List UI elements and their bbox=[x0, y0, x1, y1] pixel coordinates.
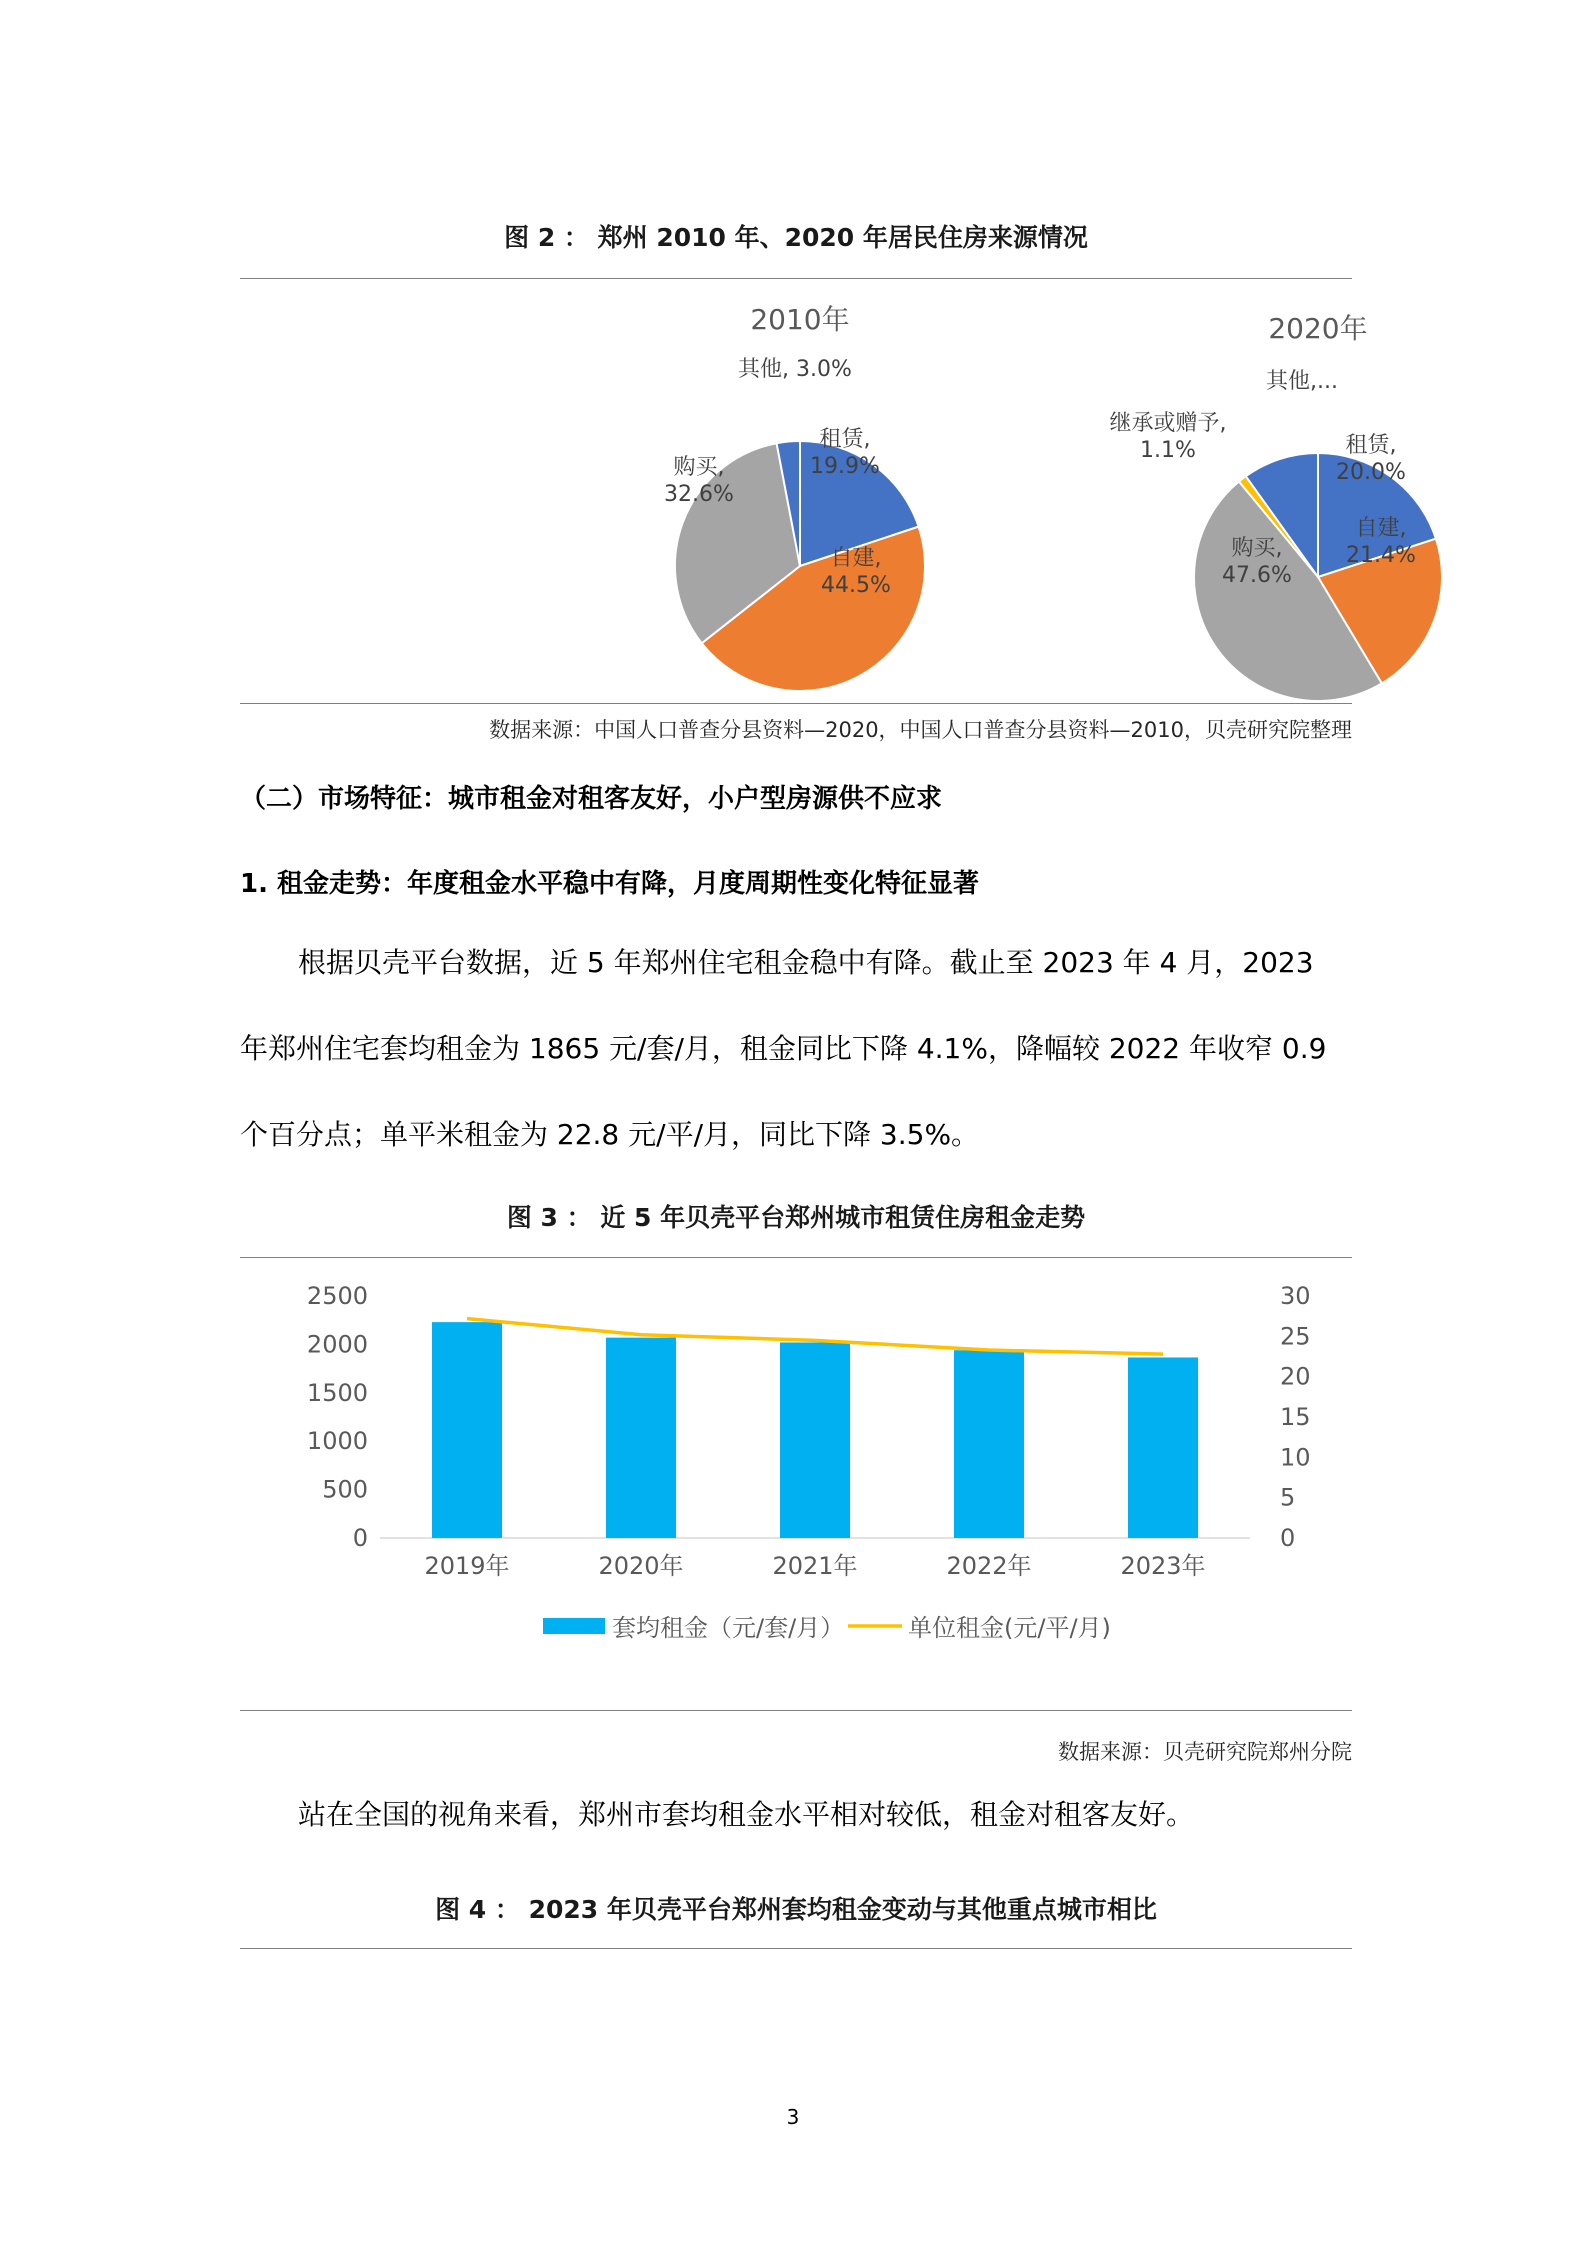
pie-chart-2020 bbox=[1110, 312, 1443, 701]
pie-slice-name: 购买, bbox=[673, 455, 725, 480]
paragraph-line: 根据贝壳平台数据，近 5 年郑州住宅租金稳中有降。截止至 2023 年 4 月，2023 bbox=[298, 946, 1314, 979]
pie-chart-2010 bbox=[664, 303, 925, 691]
x-tick-label: 2020年 bbox=[598, 1552, 684, 1580]
figure2-source: 数据来源：中国人口普查分县资料—2020，中国人口普查分县资料—2010，贝壳研究院整理 bbox=[489, 718, 1352, 742]
figure4-top-rule bbox=[240, 1948, 1352, 1949]
pie-slice-value: 47.6% bbox=[1222, 563, 1292, 588]
figure3-source: 数据来源：贝壳研究院郑州分院 bbox=[1058, 1740, 1352, 1764]
y-right-tick-label: 20 bbox=[1280, 1362, 1311, 1391]
x-tick-label: 2023年 bbox=[1120, 1552, 1206, 1580]
pie-slice-value: 20.0% bbox=[1336, 460, 1406, 485]
y-right-tick-label: 10 bbox=[1280, 1443, 1311, 1472]
y-left-tick-label: 2500 bbox=[306, 1282, 368, 1310]
y-right-tick-label: 15 bbox=[1280, 1403, 1311, 1431]
section-subheading: 1. 租金走势：年度租金水平稳中有降，月度周期性变化特征显著 bbox=[240, 869, 980, 899]
paragraph-line: 年郑州住宅套均租金为 1865 元/套/月，租金同比下降 4.1%，降幅较 2022 年收窄 0.9 bbox=[240, 1032, 1327, 1065]
y-right-tick-label: 5 bbox=[1280, 1483, 1296, 1512]
pie-slice-label: 其他, 3.0% bbox=[738, 357, 852, 382]
pie-title: 2010年 bbox=[750, 303, 850, 336]
y-left-tick-label: 1500 bbox=[306, 1378, 368, 1407]
figure2-title: 图 2 ： 郑州 2010 年、2020 年居民住房来源情况 bbox=[504, 223, 1088, 252]
pie-slice-name: 自建, bbox=[1355, 516, 1407, 541]
pie-slice-name: 继承或赠予, bbox=[1109, 411, 1227, 436]
page-number: 3 bbox=[786, 2105, 800, 2129]
x-tick-label: 2019年 bbox=[424, 1552, 510, 1580]
bar bbox=[606, 1338, 676, 1538]
figure3-top-rule bbox=[240, 1257, 1352, 1258]
figure2-top-rule bbox=[240, 278, 1352, 279]
pie-title: 2020年 bbox=[1268, 312, 1368, 345]
pie-slice-value: 44.5% bbox=[821, 573, 891, 598]
y-right-tick-label: 30 bbox=[1280, 1282, 1311, 1310]
paragraph-line: 个百分点；单平米租金为 22.8 元/平/月，同比下降 3.5%。 bbox=[240, 1118, 980, 1151]
figure3-bottom-rule bbox=[240, 1710, 1352, 1711]
legend-bar-swatch bbox=[543, 1618, 605, 1634]
y-left-tick-label: 0 bbox=[352, 1524, 368, 1552]
pie-slice-value: 1.1% bbox=[1140, 438, 1196, 463]
pie-slice-name: 购买, bbox=[1231, 536, 1283, 561]
y-left-tick-label: 2000 bbox=[306, 1330, 368, 1359]
legend-line-label: 单位租金(元/平/月) bbox=[908, 1614, 1111, 1642]
pie-slice-name: 租赁, bbox=[1345, 433, 1397, 458]
pie-slice-name: 自建, bbox=[830, 546, 882, 571]
bar bbox=[954, 1350, 1024, 1538]
section-heading: （二）市场特征：城市租金对租客友好，小户型房源供不应求 bbox=[240, 784, 943, 814]
pie-slice-value: 19.9% bbox=[810, 454, 880, 479]
y-right-tick-label: 25 bbox=[1280, 1322, 1311, 1351]
paragraph-line: 站在全国的视角来看，郑州市套均租金水平相对较低，租金对租客友好。 bbox=[298, 1798, 1195, 1831]
pie-slice-value: 21.4% bbox=[1346, 543, 1416, 568]
pie-slice-value: 32.6% bbox=[664, 482, 734, 507]
figure3-bar-line-chart bbox=[240, 1262, 1352, 1662]
pie-slice-name: 租赁, bbox=[819, 427, 871, 452]
x-tick-label: 2021年 bbox=[772, 1552, 858, 1580]
bar bbox=[1128, 1357, 1198, 1538]
y-left-tick-label: 1000 bbox=[306, 1427, 368, 1456]
figure2-bottom-rule bbox=[240, 703, 1352, 704]
y-left-tick-label: 500 bbox=[322, 1475, 368, 1504]
figure4-title: 图 4 ： 2023 年贝壳平台郑州套均租金变动与其他重点城市相比 bbox=[435, 1895, 1157, 1924]
bar bbox=[432, 1322, 502, 1538]
figure2-pie-charts bbox=[240, 282, 1416, 702]
figure3-title: 图 3 ： 近 5 年贝壳平台郑州城市租赁住房租金走势 bbox=[506, 1203, 1086, 1232]
legend-bar-label: 套均租金（元/套/月） bbox=[612, 1614, 845, 1642]
y-right-tick-label: 0 bbox=[1280, 1524, 1296, 1552]
pie-slice-label: 其他,... bbox=[1266, 369, 1338, 394]
bar bbox=[780, 1342, 850, 1538]
x-tick-label: 2022年 bbox=[946, 1552, 1032, 1580]
